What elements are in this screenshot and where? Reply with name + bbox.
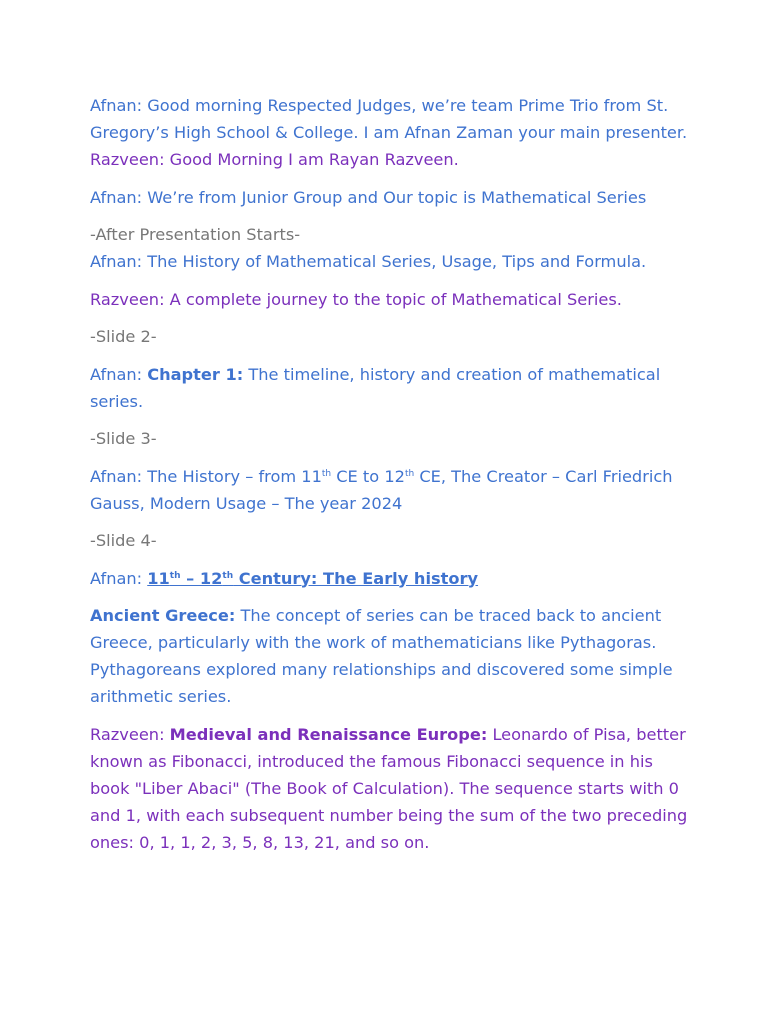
script-body xyxy=(90,92,688,866)
subheading-medieval-europe: Medieval and Renaissance Europe: xyxy=(169,724,488,744)
text-segment: CE, The Creator – Carl Friedrich Gauss, Modern Usage – The year 2024 xyxy=(90,466,673,513)
text-segment: – 12 xyxy=(180,568,223,588)
text-segment: 11 xyxy=(147,568,170,588)
subheading-ancient-greece: Ancient Greece: xyxy=(90,606,236,625)
paragraph-ancient-greece xyxy=(90,602,688,710)
line-razveen-greeting: Razveen: Good Morning I am Rayan Razveen. xyxy=(90,150,459,169)
text-segment: Century: The Early history xyxy=(233,568,479,588)
section-heading-early-history xyxy=(147,569,478,588)
ordinal-suffix: th xyxy=(169,570,181,581)
line-razveen-journey: Razveen: A complete journey to the topic of Mathematical Series. xyxy=(90,289,622,309)
line-afnan-chapter-1 xyxy=(90,361,688,415)
paragraph-medieval-europe xyxy=(90,721,688,856)
line-afnan-title: Afnan: The History of Mathematical Series, Usage, Tips and Formula. xyxy=(90,252,647,271)
speaker-label: Afnan: xyxy=(90,568,148,588)
ordinal-suffix: th xyxy=(222,570,234,581)
paragraph-text: Leonardo of Pisa, better known as Fibonacci, introduced the famous Fibonacci sequence in his book "Liber Abaci" (The Book of Calculation). The sequence starts with 0 and 1, with each subsequent number being the sum of the two preceding ones: 0, 1, 1, 2, 3, 5, 8, 13, 21, and so on. xyxy=(90,724,688,852)
stage-direction-slide-3: -Slide 3- xyxy=(90,429,157,448)
speaker-label: Razveen: xyxy=(90,724,170,744)
stage-direction-slide-4: -Slide 4- xyxy=(90,531,157,550)
text-segment: CE to 12 xyxy=(331,466,405,486)
paragraph-text: The concept of series can be traced back to ancient Greece, particularly with the work of mathematicians like Pythagoras. Pythagoreans explored many relationships and discovered some simple arithmetic series. xyxy=(90,606,673,706)
line-afnan-topic: Afnan: We’re from Junior Group and Our topic is Mathematical Series xyxy=(90,187,647,207)
text-segment: Afnan: The History – from 11 xyxy=(90,466,322,486)
stage-direction-slide-2: -Slide 2- xyxy=(90,327,157,346)
chapter-heading: Chapter 1: xyxy=(147,364,244,384)
line-afnan-early-history xyxy=(90,565,688,592)
line-afnan-history xyxy=(90,463,688,517)
stage-direction-presentation: -After Presentation Starts- xyxy=(90,225,301,244)
ordinal-suffix: th xyxy=(404,468,415,479)
speaker-label: Afnan: xyxy=(90,364,148,384)
ordinal-suffix: th xyxy=(321,468,332,479)
chapter-description: The timeline, history and creation of mathematical series. xyxy=(90,364,661,411)
line-afnan-greeting: Afnan: Good morning Respected Judges, we’re team Prime Trio from St. Gregory’s High School & College. I am Afnan Zaman your main presenter. xyxy=(90,96,688,142)
